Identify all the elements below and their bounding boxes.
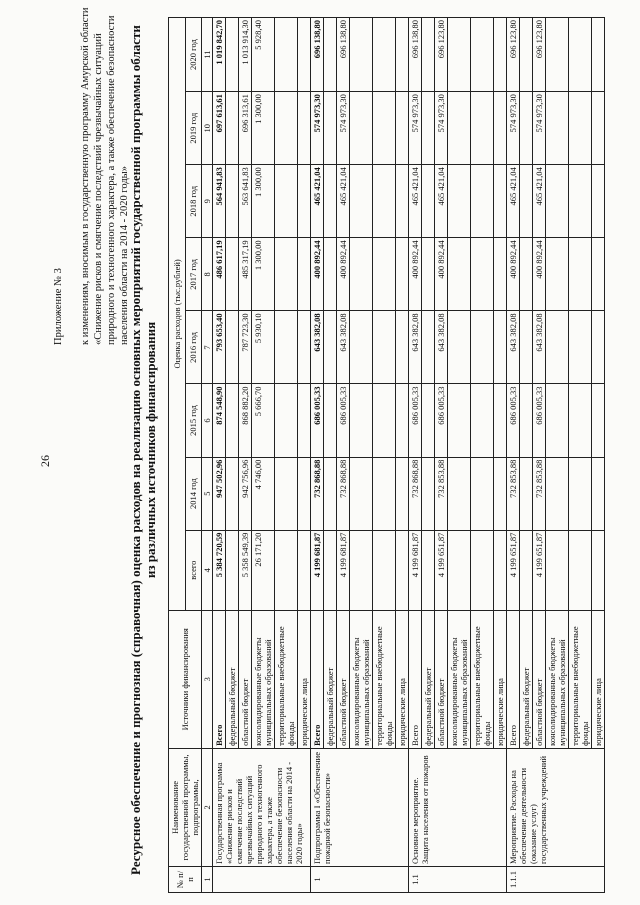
amount-cell: 1 019 842,70 (213, 18, 226, 92)
amount-cell (324, 530, 337, 610)
amount-cell (350, 530, 373, 610)
funding-source: Всего (213, 610, 226, 748)
header-year: 2019 год (185, 92, 202, 165)
amount-cell (494, 530, 507, 610)
amount-cell (569, 530, 592, 610)
amount-cell: 942 756,96 (239, 457, 252, 530)
amount-cell (298, 384, 311, 457)
header-column-number: 8 (202, 238, 213, 311)
amount-cell (226, 238, 239, 311)
amount-cell: 696 123,80 (435, 18, 448, 92)
amount-cell: 574 973,30 (337, 92, 350, 165)
header-column-number: 4 (202, 530, 213, 610)
amount-cell: 400 892,44 (435, 238, 448, 311)
program-name: Подпрограмма I «Обеспечение пожарной безопасности» (311, 748, 409, 866)
amount-cell (373, 311, 396, 384)
amount-cell (324, 384, 337, 457)
amount-cell: 465 421,04 (409, 165, 422, 238)
amount-cell: 686 005,33 (533, 384, 546, 457)
amount-cell (350, 457, 373, 530)
funding-source: консолидированные бюджеты муниципальных образований (448, 610, 471, 748)
amount-cell: 732 853,88 (533, 457, 546, 530)
amount-cell (520, 238, 533, 311)
amount-cell (396, 165, 409, 238)
amount-cell: 643 382,08 (409, 311, 422, 384)
amount-cell (350, 165, 373, 238)
amount-cell (422, 165, 435, 238)
amount-cell (494, 311, 507, 384)
amount-cell: 574 973,30 (533, 92, 546, 165)
amount-cell: 400 892,44 (507, 238, 520, 311)
amount-cell: 400 892,44 (337, 238, 350, 311)
amount-cell: 400 892,44 (533, 238, 546, 311)
amount-cell: 868 882,20 (239, 384, 252, 457)
amount-cell: 4 199 651,87 (435, 530, 448, 610)
amount-cell (396, 18, 409, 92)
amount-cell (396, 238, 409, 311)
amount-cell (350, 238, 373, 311)
funding-source: областной бюджет (239, 610, 252, 748)
amount-cell (569, 457, 592, 530)
amount-cell: 485 317,19 (239, 238, 252, 311)
amount-cell (546, 165, 569, 238)
amount-cell: 732 853,88 (507, 457, 520, 530)
amount-cell (226, 530, 239, 610)
amount-cell (471, 384, 494, 457)
appendix-title: Приложение № 3 (53, 268, 64, 345)
amount-cell: 686 005,33 (337, 384, 350, 457)
amount-cell: 4 199 681,87 (337, 530, 350, 610)
amount-cell (226, 311, 239, 384)
amount-cell (396, 457, 409, 530)
amount-cell: 643 382,08 (533, 311, 546, 384)
funding-source: федеральный бюджет (324, 610, 337, 748)
amount-cell (422, 384, 435, 457)
amount-cell: 400 892,44 (311, 238, 324, 311)
funding-source: юридические лица (592, 610, 605, 748)
amount-cell (546, 457, 569, 530)
amount-cell: 732 853,88 (435, 457, 448, 530)
amount-cell (422, 457, 435, 530)
amount-cell: 1 300,00 (252, 165, 275, 238)
amount-cell (569, 165, 592, 238)
amount-cell: 874 548,90 (213, 384, 226, 457)
amount-cell (471, 238, 494, 311)
amount-cell (324, 457, 337, 530)
header-column-number: 9 (202, 165, 213, 238)
header-column-number: 3 (202, 610, 213, 748)
amount-cell (422, 311, 435, 384)
amount-cell (471, 311, 494, 384)
amount-cell (592, 165, 605, 238)
amount-cell (275, 165, 298, 238)
amount-cell: 1 013 914,30 (239, 18, 252, 92)
funding-source: Всего (409, 610, 422, 748)
amount-cell (520, 384, 533, 457)
amount-cell (520, 457, 533, 530)
amount-cell (592, 238, 605, 311)
amount-cell: 574 973,30 (507, 92, 520, 165)
amount-cell (494, 18, 507, 92)
amount-cell (520, 530, 533, 610)
header-column-numbers (202, 18, 213, 893)
amount-cell: 5 928,40 (252, 18, 275, 92)
funding-source: территориальные внебюджетные фонды (373, 610, 396, 748)
amount-cell: 1 300,00 (252, 92, 275, 165)
amount-cell (226, 18, 239, 92)
amount-cell: 696 138,80 (409, 18, 422, 92)
amount-cell (396, 311, 409, 384)
budget-table (168, 17, 605, 893)
amount-cell (350, 18, 373, 92)
funding-source: федеральный бюджет (422, 610, 435, 748)
amount-cell (448, 530, 471, 610)
amount-cell: 5 666,70 (252, 384, 275, 457)
header-column-number: 11 (202, 18, 213, 92)
amount-cell: 793 653,40 (213, 311, 226, 384)
amount-cell (520, 92, 533, 165)
header-column-number: 6 (202, 384, 213, 457)
amount-cell (520, 18, 533, 92)
amount-cell (592, 92, 605, 165)
amount-cell (396, 92, 409, 165)
amount-cell: 696 123,80 (507, 18, 520, 92)
amount-cell (546, 530, 569, 610)
amount-cell (422, 92, 435, 165)
header-column-number: 5 (202, 457, 213, 530)
amount-cell (546, 384, 569, 457)
amount-cell (226, 457, 239, 530)
amount-cell (298, 311, 311, 384)
amount-cell (324, 165, 337, 238)
amount-cell (324, 238, 337, 311)
header-name: Наименование государственной программы, подпрограммы, (169, 748, 202, 866)
amount-cell: 465 421,04 (337, 165, 350, 238)
amount-cell (592, 530, 605, 610)
header-estimate: Оценка расходов (тыс.рублей) (169, 18, 186, 611)
amount-cell (350, 384, 373, 457)
amount-cell (373, 238, 396, 311)
funding-source: юридические лица (494, 610, 507, 748)
amount-cell (275, 18, 298, 92)
funding-source: Всего (507, 610, 520, 748)
amount-cell: 26 171,20 (252, 530, 275, 610)
amount-cell: 686 005,33 (311, 384, 324, 457)
amount-cell (494, 238, 507, 311)
amount-cell: 696 138,80 (337, 18, 350, 92)
amount-cell (471, 530, 494, 610)
amount-cell (448, 238, 471, 311)
amount-cell: 1 300,00 (252, 238, 275, 311)
page-title: Ресурсное обеспечение и прогнозная (справочная) оценка расходов на реализацию основных мероприятий государственной программы области из различных источников финансирования (128, 25, 158, 875)
amount-cell (422, 18, 435, 92)
header-year: 2015 год (185, 384, 202, 457)
table-body (213, 18, 605, 893)
program-name: Мероприятие. Расходы на обеспечение деятельности (оказание услуг) государственных учреждений (507, 748, 605, 866)
amount-cell: 4 199 681,87 (409, 530, 422, 610)
table-row (311, 18, 324, 893)
amount-cell: 574 973,30 (311, 92, 324, 165)
amount-cell: 5 930,10 (252, 311, 275, 384)
amount-cell (373, 384, 396, 457)
amount-cell: 643 382,08 (311, 311, 324, 384)
amount-cell: 465 421,04 (533, 165, 546, 238)
amount-cell: 696 123,80 (533, 18, 546, 92)
amount-cell (569, 311, 592, 384)
amount-cell (448, 384, 471, 457)
amount-cell: 732 868,88 (337, 457, 350, 530)
amount-cell (324, 92, 337, 165)
amount-cell: 787 723,30 (239, 311, 252, 384)
amount-cell (324, 18, 337, 92)
funding-source: юридические лица (298, 610, 311, 748)
header-column-number: 1 (202, 866, 213, 892)
header-source: Источники финансирования (169, 610, 202, 748)
amount-cell (226, 92, 239, 165)
amount-cell: 4 199 681,87 (311, 530, 324, 610)
amount-cell (471, 457, 494, 530)
amount-cell: 465 421,04 (311, 165, 324, 238)
amount-cell (448, 311, 471, 384)
amount-cell (373, 18, 396, 92)
amount-cell (448, 165, 471, 238)
amount-cell (546, 92, 569, 165)
amount-cell: 686 005,33 (409, 384, 422, 457)
amount-cell (298, 92, 311, 165)
amount-cell (569, 92, 592, 165)
appendix-text: к изменениям, вносимым в государственную программу Амурской области «Снижение рисков и смягчение последствий чрезвычайных ситуаций природного и техногенного характера, а также обеспечение безопасности населения области на 2014 - 2020 годы» (80, 7, 130, 345)
amount-cell (396, 384, 409, 457)
header-column-number: 7 (202, 311, 213, 384)
header-year: 2014 год (185, 457, 202, 530)
amount-cell (422, 238, 435, 311)
row-number: 1.1.1 (507, 866, 605, 892)
amount-cell (494, 165, 507, 238)
amount-cell (275, 457, 298, 530)
amount-cell: 696 138,80 (311, 18, 324, 92)
funding-source: консолидированные бюджеты муниципальных образований (350, 610, 373, 748)
amount-cell: 643 382,08 (507, 311, 520, 384)
amount-cell (298, 530, 311, 610)
funding-source: территориальные внебюджетные фонды (275, 610, 298, 748)
amount-cell (494, 457, 507, 530)
header-year: 2016 год (185, 311, 202, 384)
header-column-number: 2 (202, 748, 213, 866)
funding-source: областной бюджет (337, 610, 350, 748)
amount-cell (396, 530, 409, 610)
row-number: 1 (311, 866, 409, 892)
header-num: № п/п (169, 866, 202, 892)
page-number: 26 (38, 455, 52, 467)
amount-cell (350, 92, 373, 165)
amount-cell (471, 165, 494, 238)
amount-cell: 686 005,33 (507, 384, 520, 457)
amount-cell (275, 530, 298, 610)
row-number (213, 866, 311, 892)
funding-source: федеральный бюджет (226, 610, 239, 748)
amount-cell: 486 617,19 (213, 238, 226, 311)
funding-source: юридические лица (396, 610, 409, 748)
amount-cell: 574 973,30 (409, 92, 422, 165)
amount-cell (569, 18, 592, 92)
amount-cell (373, 92, 396, 165)
amount-cell (471, 92, 494, 165)
amount-cell (592, 311, 605, 384)
amount-cell (298, 238, 311, 311)
amount-cell (592, 384, 605, 457)
amount-cell: 5 358 549,39 (239, 530, 252, 610)
amount-cell (275, 238, 298, 311)
funding-source: областной бюджет (435, 610, 448, 748)
amount-cell (520, 311, 533, 384)
amount-cell (422, 530, 435, 610)
amount-cell: 4 746,00 (252, 457, 275, 530)
amount-cell (373, 457, 396, 530)
funding-source: федеральный бюджет (520, 610, 533, 748)
amount-cell: 563 641,83 (239, 165, 252, 238)
amount-cell (448, 92, 471, 165)
amount-cell (546, 311, 569, 384)
table-row (409, 18, 422, 893)
header-total: всего (185, 530, 202, 610)
amount-cell: 732 868,88 (311, 457, 324, 530)
amount-cell (298, 457, 311, 530)
header-year: 2017 год (185, 238, 202, 311)
amount-cell: 696 313,61 (239, 92, 252, 165)
amount-cell (592, 457, 605, 530)
header-year: 2018 год (185, 165, 202, 238)
amount-cell: 686 005,33 (435, 384, 448, 457)
amount-cell: 4 199 651,87 (533, 530, 546, 610)
table-row (507, 18, 520, 893)
row-number: 1.1 (409, 866, 507, 892)
amount-cell (275, 92, 298, 165)
amount-cell: 574 973,30 (435, 92, 448, 165)
amount-cell (324, 311, 337, 384)
amount-cell (520, 165, 533, 238)
program-name: Государственная программа «Снижение рисков и смягчение последствий чрезвычайных ситуаций природного и техногенного характера, а также обеспечение безопасности населения области на 2014 - 2020 годы» (213, 748, 311, 866)
amount-cell (569, 238, 592, 311)
funding-source: консолидированные бюджеты муниципальных образований (252, 610, 275, 748)
amount-cell: 732 868,88 (409, 457, 422, 530)
amount-cell (448, 18, 471, 92)
amount-cell (471, 18, 494, 92)
amount-cell (494, 92, 507, 165)
amount-cell (569, 384, 592, 457)
amount-cell (298, 165, 311, 238)
amount-cell (373, 165, 396, 238)
amount-cell (298, 18, 311, 92)
amount-cell (546, 18, 569, 92)
appendix-block (52, 0, 131, 345)
program-name: Основное мероприятие. Защита населения от пожаров (409, 748, 507, 866)
amount-cell (226, 384, 239, 457)
funding-source: территориальные внебюджетные фонды (471, 610, 494, 748)
header-year: 2020 год (185, 18, 202, 92)
funding-source: Всего (311, 610, 324, 748)
amount-cell: 564 941,83 (213, 165, 226, 238)
amount-cell (275, 311, 298, 384)
funding-source: консолидированные бюджеты муниципальных образований (546, 610, 569, 748)
amount-cell: 465 421,04 (507, 165, 520, 238)
funding-source: территориальные внебюджетные фонды (569, 610, 592, 748)
amount-cell: 4 199 651,87 (507, 530, 520, 610)
amount-cell: 643 382,08 (435, 311, 448, 384)
amount-cell: 465 421,04 (435, 165, 448, 238)
funding-source: областной бюджет (533, 610, 546, 748)
amount-cell: 947 502,96 (213, 457, 226, 530)
header-column-number: 10 (202, 92, 213, 165)
amount-cell: 400 892,44 (409, 238, 422, 311)
amount-cell: 5 384 720,59 (213, 530, 226, 610)
amount-cell: 643 382,08 (337, 311, 350, 384)
amount-cell (275, 384, 298, 457)
amount-cell (546, 238, 569, 311)
amount-cell (448, 457, 471, 530)
amount-cell (226, 165, 239, 238)
amount-cell (373, 530, 396, 610)
amount-cell (494, 384, 507, 457)
table-row (213, 18, 226, 893)
amount-cell: 697 613,61 (213, 92, 226, 165)
amount-cell (350, 311, 373, 384)
amount-cell (592, 18, 605, 92)
